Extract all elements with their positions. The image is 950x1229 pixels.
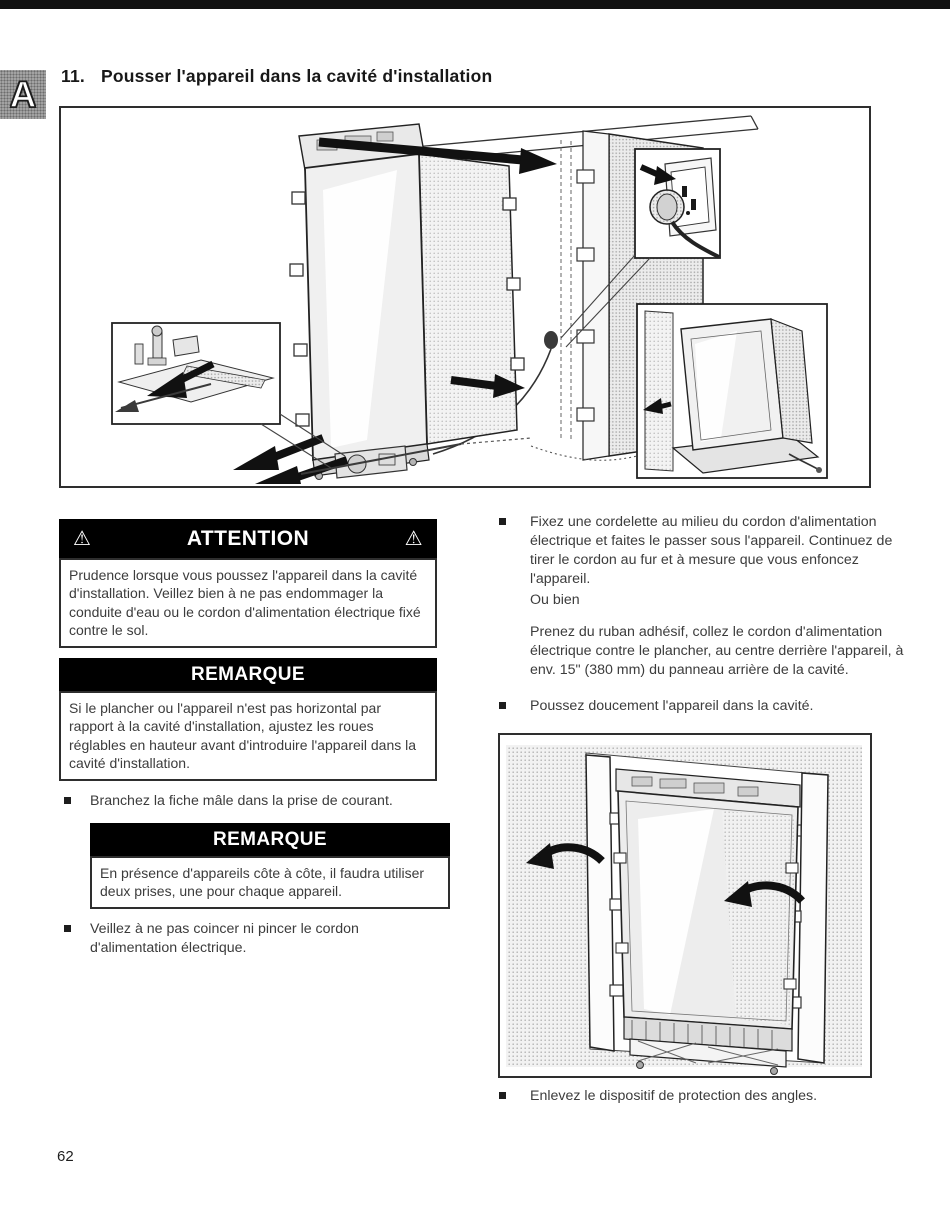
installation-diagram-graphic [61,108,869,486]
attention-header [59,519,437,558]
bullet-square-icon [499,1092,506,1099]
section-number: 11. [61,66,85,86]
remarque-header: REMARQUE [90,823,450,856]
list-item [64,792,442,811]
list-item [499,513,901,589]
bullet-square-icon [64,925,71,932]
bullet-text: Fixez une cordelette au milieu du cordon d'alimentation électrique et faites le passer sous l'appareil. Continuez de tirer le cordon au fur et à mesure que vous enfoncez l'appareil. [530,514,893,587]
bullet-square-icon [499,702,506,709]
remarque-niveau-notice [59,658,437,781]
section-title: Pousser l'appareil dans la cavité d'installation [100,66,493,86]
appliance-front-drawing [614,769,800,1075]
section-badge-letter: A [9,74,37,115]
figure-installation-overview [59,106,871,488]
page-title [61,66,492,87]
attention-body: Prudence lorsque vous poussez l'appareil dans la cavité d'installation. Veillez bien à ne pas endommager la conduite d'eau ou le cordon d'alimentation électrique fixé contre le sol. [59,558,437,648]
appliance-drawing [290,124,524,480]
section-badge [0,70,46,119]
attention-notice [59,519,437,648]
list-item [64,920,442,958]
figure-corner-protection [498,733,872,1078]
attention-title: ATTENTION [186,526,310,550]
cavity-inset [531,304,827,478]
prenez-paragraph: Prenez du ruban adhésif, collez le cordon d'alimentation électrique contre le plancher, au centre derrière l'appareil, à env. 15" (380 mm) du panneau arrière de la cavité. [530,624,904,678]
ou-bien-text: Ou bien [530,592,580,608]
bullet-text: Poussez doucement l'appareil dans la cavité. [530,698,814,714]
corner-protection-graphic [500,735,870,1076]
warning-triangle-icon: ⚠ [73,527,92,550]
remarque-prises-notice [90,823,450,909]
remarque-header: REMARQUE [59,658,437,691]
bullet-square-icon [64,797,71,804]
page-number: 62 [57,1148,74,1165]
warning-triangle-icon: ⚠ [404,527,423,550]
bullet-text: Enlevez le dispositif de protection des angles. [530,1088,818,1104]
scan-top-bar [0,0,950,9]
remarque-body: Si le plancher ou l'appareil n'est pas horizontal par rapport à la cavité d'installation, ajustez les roues réglables en hauteur avant d'introduire l'appareil dans la cavité d'installation. [59,691,437,781]
bullet-text: Branchez la fiche mâle dans la prise de courant. [90,793,393,809]
list-item [499,697,901,716]
bullet-text: Veillez à ne pas coincer ni pincer le cordon d'alimentation électrique. [90,921,359,956]
list-item [499,1087,901,1106]
bullet-square-icon [499,518,506,525]
remarque-body: En présence d'appareils côte à côte, il faudra utiliser deux prises, une pour chaque appareil. [90,856,450,909]
